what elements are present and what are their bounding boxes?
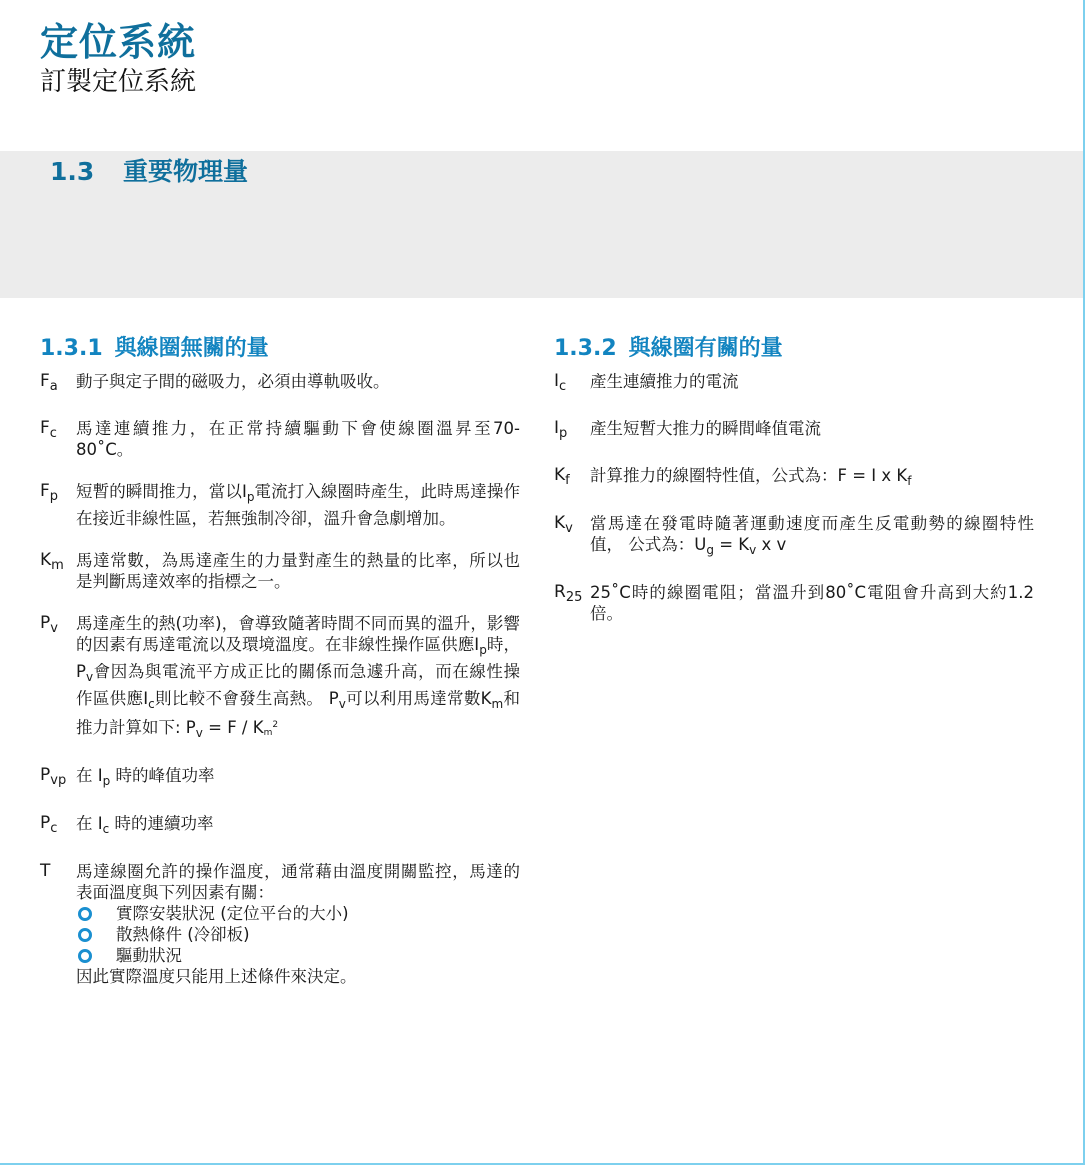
term-kf	[554, 465, 1034, 492]
subsection-heading-1-3-1	[40, 333, 520, 365]
term-symbol: $P_c$	[40, 813, 58, 836]
term-definition: 在 $I_c$ 時的連續功率	[76, 814, 214, 836]
term-definition: 產生短暫大推力的瞬間峰值電流	[590, 419, 821, 438]
term-pc	[40, 813, 520, 840]
term-ic	[554, 371, 1034, 397]
factor-list	[76, 903, 520, 966]
term-definition: 動子與定子間的磁吸力，必須由導軌吸收。	[76, 372, 390, 391]
subsection-number: 1.3.2	[554, 336, 617, 361]
left-column	[40, 333, 520, 1008]
term-fc	[40, 418, 520, 460]
term-fp	[40, 481, 520, 529]
term-definition: 馬達產生的熱(功率)，會導致隨著時間不同而異的溫升，影響的因素有馬達電流以及環境溫度。在非線性操作區供應$I_p$時，$P_v$會因為與電流平方成正比的關係而急遽升高，而在線性操作區供應$I_c$則比較不會發生高熱。 $P_v$可以利用馬達常數$K_m$和推力計算如下: $P_v = F / K_m^2$	[76, 614, 521, 740]
term-pv	[40, 613, 520, 744]
term-definition: 產生連續推力的電流	[590, 372, 739, 391]
term-pvp	[40, 765, 520, 792]
term-symbol: $F_a$	[40, 371, 58, 394]
term-symbol: $K_f$	[554, 465, 570, 488]
section-heading	[50, 156, 248, 188]
factor-item: 散熱條件 (冷卻板)	[76, 924, 520, 945]
term-symbol: $R_{25}$	[554, 582, 583, 605]
term-definition: 馬達連續推力，在正常持續驅動下會使線圈溫昇至70-80˚C。	[76, 419, 520, 459]
term-t	[40, 861, 520, 987]
factor-item: 實際安裝狀況 (定位平台的大小)	[76, 903, 520, 924]
term-definition: 當馬達在發電時隨著運動速度而產生反電動勢的線圈特性值， 公式為：$U_g = K_v$ x v	[590, 514, 1034, 557]
term-ip	[554, 418, 1034, 444]
term-r25	[554, 582, 1034, 624]
term-kv	[554, 513, 1034, 561]
term-definition: 25˚C時的線圈電阻；當溫升到80˚C電阻會升高到大約1.2倍。	[590, 583, 1034, 623]
section-number: 1.3	[50, 157, 95, 186]
term-symbol: $P_v$	[40, 613, 58, 636]
subsection-title: 與線圈有關的量	[628, 336, 783, 361]
term-symbol: $F_c$	[40, 418, 57, 441]
document-title: 定位系統	[40, 20, 197, 64]
term-symbol: $K_m$	[40, 550, 64, 573]
subsection-title: 與線圈無關的量	[114, 336, 269, 361]
term-definition	[76, 861, 520, 987]
term-definition: 馬達常數，為馬達產生的力量對產生的熱量的比率，所以也是判斷馬達效率的指標之一。	[76, 551, 520, 591]
term-definition: 計算推力的線圈特性值，公式為：F = I x $K_f$	[590, 466, 912, 488]
factor-item: 驅動狀況	[76, 945, 520, 966]
term-fa	[40, 371, 520, 397]
section-title: 重要物理量	[123, 157, 249, 186]
term-symbol: $K_v$	[554, 513, 573, 536]
term-symbol: $F_p$	[40, 481, 59, 504]
subsection-number: 1.3.1	[40, 336, 103, 361]
ring-bullet-icon	[78, 949, 92, 963]
ring-bullet-icon	[78, 928, 92, 942]
term-t-intro: 馬達線圈允許的操作溫度，通常藉由溫度開關監控，馬達的表面溫度與下列因素有關：	[76, 862, 520, 902]
term-km	[40, 550, 520, 592]
term-symbol: $P_{vp}$	[40, 765, 67, 788]
term-definition: 在 $I_p$ 時的峰值功率	[76, 766, 215, 788]
term-definition: 短暫的瞬間推力，當以$I_p$電流打入線圈時產生，此時馬達操作在接近非線性區，若無強制冷卻，溫升會急劇增加。	[76, 482, 520, 528]
right-column	[554, 333, 1034, 645]
term-symbol: $I_c$	[554, 371, 567, 394]
document-subtitle: 訂製定位系統	[40, 67, 197, 97]
term-t-outro: 因此實際溫度只能用上述條件來決定。	[76, 967, 357, 986]
subsection-heading-1-3-2	[554, 333, 1034, 365]
term-symbol: T	[40, 861, 51, 881]
ring-bullet-icon	[78, 907, 92, 921]
term-symbol: $I_p$	[554, 418, 568, 441]
